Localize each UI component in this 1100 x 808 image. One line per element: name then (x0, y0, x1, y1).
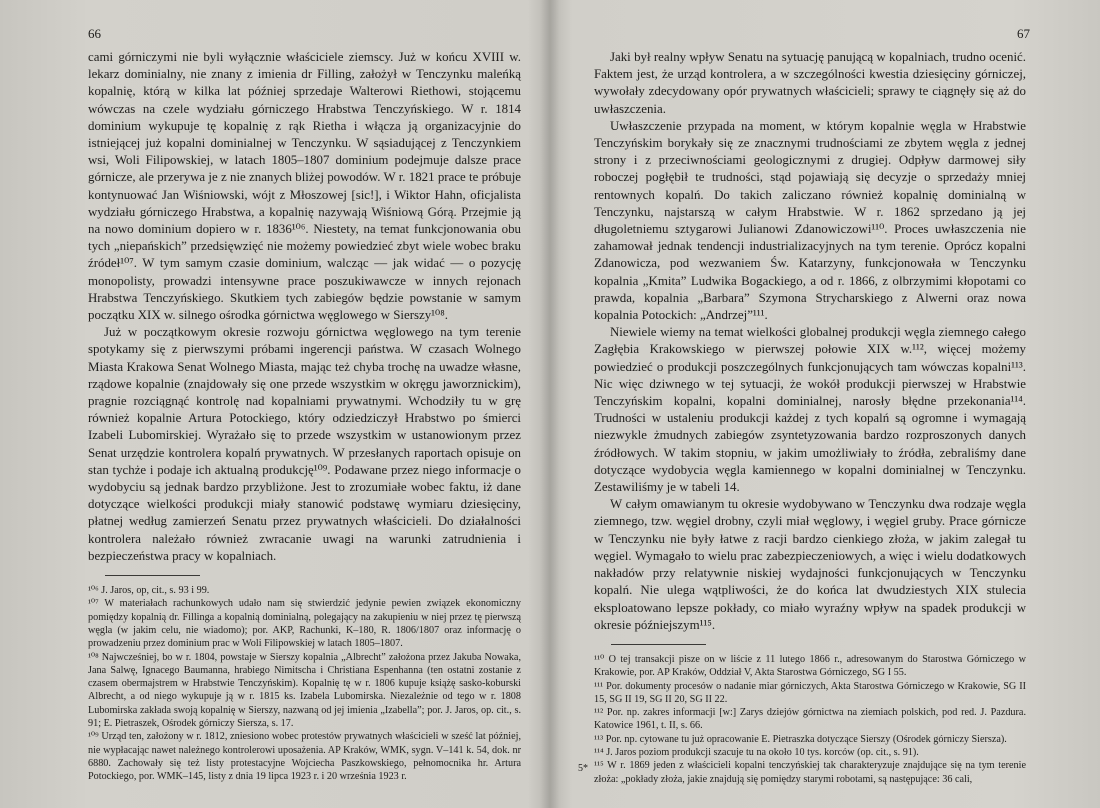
right-page-body (594, 49, 1026, 786)
left-page (0, 0, 540, 808)
book-gutter (540, 0, 560, 808)
paragraph: cami górniczymi nie byli wyłącznie właściciele ziemscy. Już w końcu XVIII w. lekarz dominialny, nie znany z imienia dr Filling, założył w Tenczynku maleńką kopalnię, którą w kilka lat później sprzedaje Walterowi Riethowi, stojącemu wówczas na czele wydziału górniczego Hrabstwa Tenczyńskiego. W r. 1814 dominium wykupuje tę kopalnię z rąk Rietha i włącza ją organizacyjnie do istniejącej już kopalni dominialnej w Tenczynku. W sąsiadującej z Tenczynkiem wsi, Woli Filipowskiej, w latach 1805–1807 dominium podejmuje dalsze prace górnicze, ale przerywa je z nie znanych bliżej powodów. W r. 1821 prace te próbuje kontynuować Jan Wiśniowski, wójt z Młoszowej [sic!], i Wiktor Hahn, oficjalista wydziału górniczego Hrabstwa, a kopalnię nazywają Wiśniową Górą. Przejmie ją na nowo dominium dopiero w r. 1836¹⁰⁶. Niestety, na temat funkcjonowania obu tych „niepańskich” przedsięwzięć nie możemy powiedzieć zbyt wiele wobec braku źródeł¹⁰⁷. W tym samym czasie dominium, walcząc — jak widać — o pozycję monopolisty, prowadzi intensywne prace poszukiwawcze w innych rejonach Hrabstwa Tenczyńskiego. Skutkiem tych zabiegów będzie powstanie w samym początku XIX w. silnego ośrodka górnictwa węglowego w Sierszy¹⁰⁸. (88, 50, 521, 323)
footnote: ¹¹² Por. np. zakres informacji [w:] Zarys dziejów górnictwa na ziemiach polskich, pod red. J. Pazdura. Katowice 1961, t. II, s. 66. (594, 707, 1026, 732)
footnote: ¹⁰⁹ Urząd ten, założony w r. 1812, zniesiono wobec protestów prywatnych właścicieli w sześć lat później, nie wypłacając nawet należnego kontrolerowi uposażenia. AP Kraków, WMK, sygn. V–141 k. 54, dok. nr 6880. Zachowały się też listy protestacyjne Wojciecha Paszkowskiego, pełnomocnika hr. Artura Potockiego, por. WMK–145, listy z dnia 19 lipca 1923 r. i 20 września 1923 r. (88, 731, 521, 783)
footnote-rule (611, 644, 706, 645)
left-page-body (88, 49, 521, 784)
footnote: ¹¹³ Por. np. cytowane tu już opracowanie E. Pietraszka dotyczące Sierszy (Ośrodek górniczy Siersza). (594, 733, 1007, 745)
right-page (560, 0, 1100, 808)
signature-mark: 5* (578, 763, 588, 774)
paragraph: W całym omawianym tu okresie wydobywano w Tenczynku dwa rodzaje węgla ziemnego, tzw. węgiel drobny, czyli miał węglowy, i węgiel gruby. Prace górnicze w Tenczynku nie były łatwe z racji bardzo cienkiego złoża, w jakim zalegał tu węgiel. Wymagało to wielu prac zabezpieczeniowych, a więc i wielu dodatkowych nakładów przy relatywnie niskiej wydajności funkcjonujących w Tenczynku kopalń. Nie ulega wątpliwości, że do końca lat dwudziestych XIX stulecia eksploatowano lepsze pokłady, co miało wyraźny wpływ na spadek produkcji w okresie późniejszym¹¹⁵. (594, 497, 1026, 632)
footnote: ¹¹⁴ J. Jaros poziom produkcji szacuje tu na około 10 tys. korców (op. cit., s. 91). (594, 746, 919, 758)
paragraph: Niewiele wiemy na temat wielkości globalnej produkcji węgla ziemnego całego Zagłębia Krakowskiego w pierwszej połowie XIX w.¹¹², więcej możemy powiedzieć o produkcji poszczególnych funkcjonujących tam wówczas kopalni¹¹³. Nic więc dziwnego w tej sytuacji, że wokół produkcji pierwszej w Hrabstwie Tenczyńskim kopalni, kopalni dominialnej, narosły błędne przekonania¹¹⁴. Trudności w ustaleniu produkcji każdej z tych kopalń są ogromne i wymagają niezwykle żmudnych zabiegów zsyntetyzowania bardzo rozproszonych danych źródłowych. W takim stopniu, w jakim umożliwiały to źródła, zebraliśmy dane dotyczące wydobycia węgla kamiennego w kopalni dominialnej w Tenczynku. Zestawiliśmy je w tabeli 14. (594, 325, 1026, 495)
page-number-left: 66 (88, 26, 101, 41)
footnote: ¹⁰⁶ J. Jaros, op, cit., s. 93 i 99. (88, 585, 210, 597)
footnote: ¹⁰⁷ W materiałach rachunkowych udało nam się stwierdzić jedynie pewien związek ekonomiczny pomiędzy kopalnią dr. Fillinga a kopalnią dominialną, polegający na zakupieniu w niej przez tę pierwszą węgla (w jakim celu, nie wiadomo); por. AKP, Rachunki, K–180, R. 1806/1807 oraz informację o prowadzeniu przez dominium prac w Woli Filipowskiej w latach 1805–1807. (88, 598, 521, 650)
paragraph: Jaki był realny wpływ Senatu na sytuację panującą w kopalniach, trudno ocenić. Faktem jest, że urząd kontrolera, a w szczególności kwestia dziesięciny górniczej, wywołały zdecydowany opór prywatnych właścicieli; sprawy te ciągnęły się aż do uwłaszczenia. (594, 50, 1026, 116)
footnote: ¹¹⁰ O tej transakcji pisze on w liście z 11 lutego 1866 r., adresowanym do Starostwa Górniczego w Krakowie, por. AP Kraków, Oddział V, Akta Starostwa Górniczego, SG I 55. (594, 653, 1026, 679)
footnote: ¹⁰⁸ Najwcześniej, bo w r. 1804, powstaje w Sierszy kopalnia „Albrecht” założona przez Jakuba Nowaka, Jana Salwę, Ignacego Baumanna, hrabiego Nimitscha i Christiana Espenhanna (ten ostatni zostanie z czasem obermajstrem w Hrabstwie Tenczyńskim). Kopalnię tę w r. 1806 kupuje książę sasko-koburski Albrecht, a od niego wykupuje ją w r. 1815 ks. Izabela Lubomirska. Niezależnie od tego w r. 1808 Lubomirska zakłada swoją kopalnię w Sierszy, nazwaną od jej imienia „Izabella”; por. J. Jaros, op. cit., s. 91; E. Pietraszek, Ośrodek górniczy Siersza, s. 17. (88, 651, 521, 730)
paragraph: Już w początkowym okresie rozwoju górnictwa węglowego na tym terenie spotykamy się z pierwszymi próbami ingerencji państwa. W czasach Wolnego Miasta Krakowa Senat Wolnego Miasta, mając też chyba trochę na uwadze własne, rządowe kopalnie (znajdowały się one przede wszystkim w okręgu jaworznickim), pragnie rozciągnąć kontrolę nad kopalniami prywatnymi. Wchodziły tu w grę również kopalnie Artura Potockiego, który odziedziczył Hrabstwo po śmierci Izabeli Lubomirskiej. Wyrażało się to przede wszystkim w ustanowionym przez Senat urzędzie kontrolera kopalń prywatnych. W przesłanych raportach opisuje on stan tychże i podaje ich aktualną produkcję¹⁰⁹. Podawane przez niego informacje o wydobyciu są jednak bardzo przybliżone. Jest to zrozumiałe wobec faktu, iż dane dotyczące wielkości produkcji miały stanowić podstawę wymiaru dziesięciny, płatnej według zamierzeń Senatu przez prywatnych właścicieli. Do działalności kontrolera należało również zwracanie uwagi na warunki zatrudnienia i bezpieczeństwa pracy w kopalniach. (88, 325, 521, 563)
page-number-right: 67 (1017, 26, 1030, 41)
paragraph: Uwłaszczenie przypada na moment, w którym kopalnie węgla w Hrabstwie Tenczyńskim borykały się ze znacznymi trudnościami ze zbytem węgla z jednej strony i z przeciwnościami geologicznymi z drugiej. Odpływ darmowej siły roboczej pogłębił te trudności, stąd pojawiają się decyzje o sprzedaży mniej rentownych kopalń. Do takich zaliczano również kopalnię dominialną w Tenczynku, najstarszą w całym Hrabstwie. W r. 1862 sprzedano ją jej długoletniemu sztygarowi Julianowi Zdanowiczowi¹¹⁰. Proces uwłaszczenia nie zahamował jednak tendencji industrializacyjnych na tym terenie. Oprócz kopalni Zdanowicza, pod wezwaniem Św. Katarzyny, funkcjonowała w Tenczynku kopalnia „Kmita” Ludwika Bogackiego, a od r. 1866, z olbrzymimi kłopotami co prawda, kopalnia „Barbara” Szymona Strycharskiego z Alwerni oraz nowa kopalnia Potockich: „Andrzej”¹¹¹. (594, 118, 1026, 323)
footnote: ¹¹⁵ W r. 1869 jeden z właścicieli kopalni tenczyńskiej tak charakteryzuje znajdujące się na tym terenie złoża: „pokłady złoża, jakie znajdują się pomiędzy starymi robotami, są następujące: 36 cali, (594, 760, 1026, 785)
footnote-rule (105, 575, 200, 576)
footnote: ¹¹¹ Por. dokumenty procesów o nadanie miar górniczych, Akta Starostwa Górniczego w Krakowie, SG II 15, SG II 19, SG II 20, SG II 22. (594, 680, 1026, 705)
